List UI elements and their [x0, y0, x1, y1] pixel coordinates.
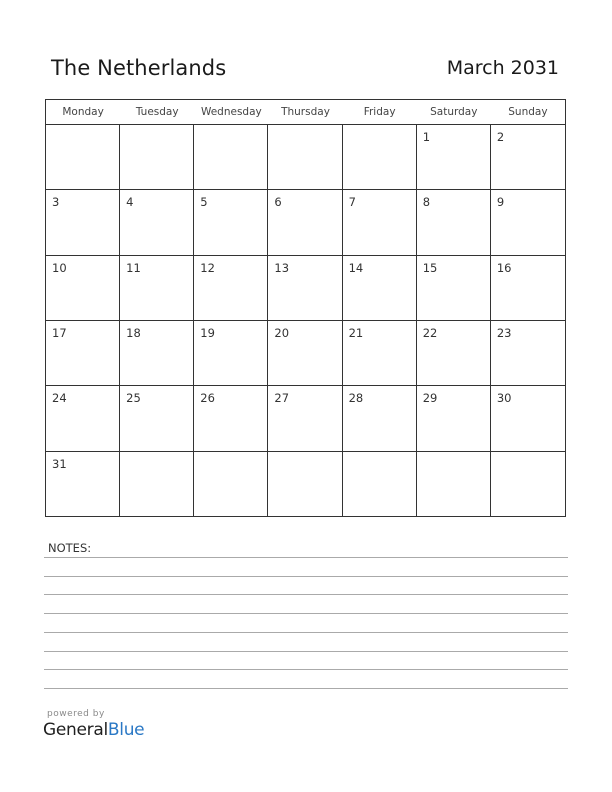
notes-line: [44, 632, 568, 633]
day-number: 8: [422, 195, 431, 210]
calendar-day-cell[interactable]: [194, 190, 268, 254]
calendar-day-cell[interactable]: [194, 321, 268, 385]
day-number: 29: [422, 391, 438, 406]
day-number: 3: [52, 195, 60, 210]
day-number: 7: [348, 195, 356, 210]
calendar-grid: [45, 99, 566, 517]
day-number: 17: [52, 326, 67, 340]
day-number: 10: [52, 260, 67, 275]
generalblue-logo[interactable]: [43, 720, 144, 740]
day-number: 22: [422, 326, 438, 340]
calendar-day-cell[interactable]: [46, 125, 120, 189]
calendar-day-cell[interactable]: [194, 452, 268, 517]
day-number: 1: [422, 130, 431, 144]
calendar-day-cell[interactable]: [194, 386, 268, 450]
day-number: 30: [496, 391, 512, 406]
calendar-day-cell[interactable]: [491, 125, 565, 189]
calendar-day-cell[interactable]: [268, 125, 342, 189]
day-number: 14: [348, 260, 364, 275]
day-number: 21: [348, 326, 364, 340]
notes-label: NOTES:: [48, 541, 92, 555]
day-number: 2: [496, 130, 505, 144]
weekday-header: Wednesday: [200, 106, 262, 118]
day-number: 20: [274, 326, 290, 340]
calendar-week-row: [46, 386, 565, 451]
calendar-day-cell[interactable]: [46, 321, 120, 385]
calendar-day-cell[interactable]: [120, 452, 194, 517]
day-number: 24: [52, 391, 67, 406]
calendar-month-year: March 2031: [446, 57, 559, 79]
calendar-day-cell[interactable]: [491, 190, 565, 254]
notes-line: [44, 594, 568, 595]
calendar-week-row: [46, 452, 565, 517]
day-number: 28: [348, 391, 364, 406]
notes-line: [44, 613, 568, 614]
notes-line: [44, 557, 568, 558]
calendar-day-cell[interactable]: [343, 452, 417, 517]
calendar-day-cell[interactable]: [491, 386, 565, 450]
notes-line: [44, 651, 568, 652]
calendar-day-cell[interactable]: [417, 386, 491, 450]
calendar-weeks: [46, 125, 565, 517]
weekday-header: Sunday: [508, 106, 548, 118]
weekday-header: Tuesday: [135, 106, 179, 118]
calendar-day-cell[interactable]: [343, 125, 417, 189]
day-number: 23: [496, 326, 512, 340]
calendar-day-cell[interactable]: [46, 190, 120, 254]
weekday-header-row: [46, 100, 565, 125]
calendar-day-cell[interactable]: [491, 256, 565, 320]
day-number: 27: [274, 391, 290, 406]
calendar-day-cell[interactable]: [343, 256, 417, 320]
calendar-day-cell[interactable]: [491, 452, 565, 517]
calendar-day-cell[interactable]: [417, 190, 491, 254]
calendar-country-title: The Netherlands: [51, 56, 227, 80]
calendar-day-cell[interactable]: [491, 321, 565, 385]
weekday-header: Friday: [363, 106, 396, 118]
calendar-day-cell[interactable]: [417, 256, 491, 320]
day-number: 12: [200, 260, 215, 275]
notes-line: [44, 688, 568, 689]
day-number: 18: [126, 326, 141, 340]
powered-by-text: powered by: [47, 709, 105, 719]
day-number: 25: [126, 391, 141, 406]
calendar-week-row: [46, 190, 565, 255]
notes-line: [44, 576, 568, 577]
calendar-day-cell[interactable]: [268, 190, 342, 254]
day-number: 15: [422, 260, 438, 275]
calendar-week-row: [46, 321, 565, 386]
calendar-day-cell[interactable]: [343, 321, 417, 385]
day-number: 16: [496, 260, 512, 275]
weekday-header: Monday: [62, 106, 104, 118]
calendar-day-cell[interactable]: [120, 125, 194, 189]
calendar-day-cell[interactable]: [46, 256, 120, 320]
calendar-day-cell[interactable]: [268, 256, 342, 320]
calendar-day-cell[interactable]: [343, 386, 417, 450]
weekday-header: Thursday: [281, 106, 330, 118]
calendar-day-cell[interactable]: [268, 386, 342, 450]
calendar-day-cell[interactable]: [417, 321, 491, 385]
day-number: 9: [496, 195, 505, 210]
day-number: 4: [126, 195, 134, 210]
calendar-week-row: [46, 256, 565, 321]
day-number: 6: [274, 195, 282, 210]
calendar-day-cell[interactable]: [46, 452, 120, 517]
calendar-day-cell[interactable]: [417, 452, 491, 517]
calendar-day-cell[interactable]: [194, 125, 268, 189]
day-number: 5: [200, 195, 208, 210]
brand-blue-text: Blue: [107, 720, 145, 740]
day-number: 31: [52, 456, 67, 471]
calendar-day-cell[interactable]: [417, 125, 491, 189]
calendar-day-cell[interactable]: [268, 321, 342, 385]
brand-general-text: General: [43, 720, 108, 740]
calendar-day-cell[interactable]: [120, 386, 194, 450]
calendar-day-cell[interactable]: [268, 452, 342, 517]
notes-line: [44, 669, 568, 670]
calendar-day-cell[interactable]: [120, 190, 194, 254]
calendar-week-row: [46, 125, 565, 190]
calendar-day-cell[interactable]: [343, 190, 417, 254]
day-number: 11: [126, 260, 141, 275]
day-number: 13: [274, 260, 290, 275]
calendar-day-cell[interactable]: [120, 321, 194, 385]
calendar-day-cell[interactable]: [120, 256, 194, 320]
calendar-day-cell[interactable]: [194, 256, 268, 320]
day-number: 19: [200, 326, 215, 340]
calendar-day-cell[interactable]: [46, 386, 120, 450]
day-number: 26: [200, 391, 215, 406]
weekday-header: Saturday: [430, 106, 478, 118]
